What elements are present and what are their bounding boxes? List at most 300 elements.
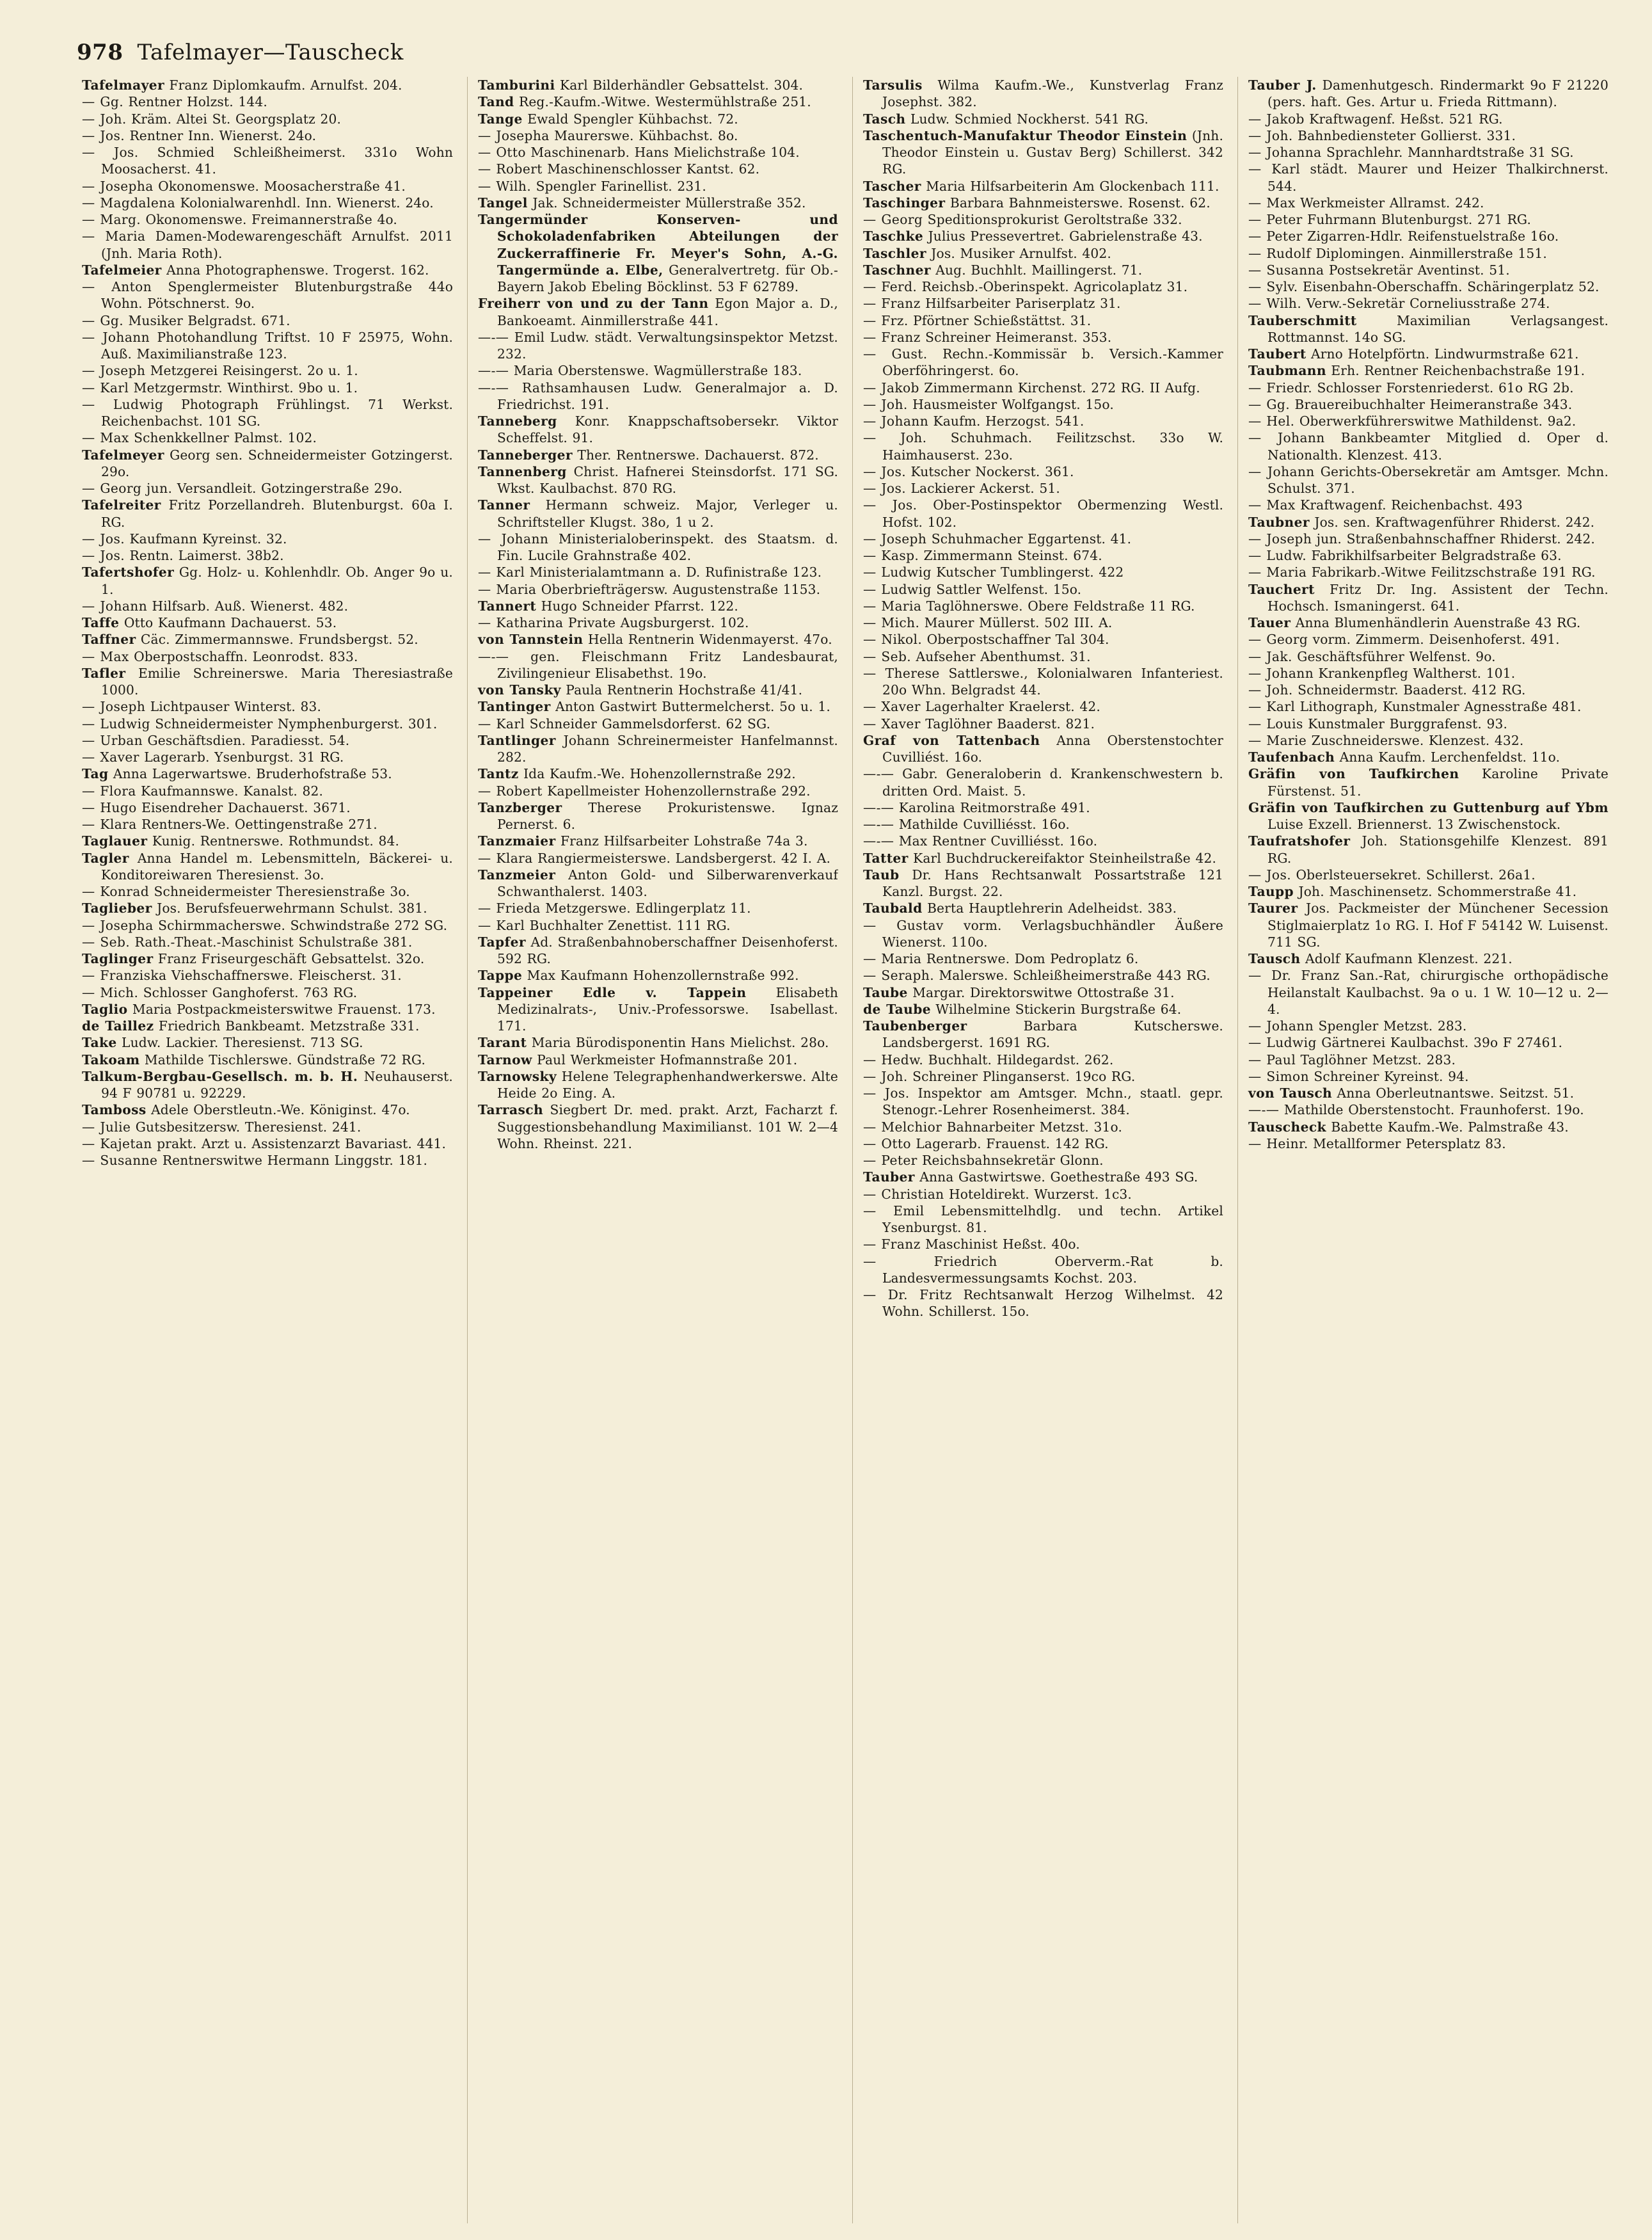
entry-name: — Georg jun. xyxy=(82,481,173,496)
directory-entry xyxy=(863,396,1223,413)
entry-name: von Tannstein xyxy=(478,632,584,648)
entry-name: — Karl xyxy=(82,380,129,396)
entry-name: — Maria xyxy=(82,228,146,244)
directory-entry xyxy=(863,1286,1223,1320)
directory-entry xyxy=(82,178,453,195)
entry-name: — Julie xyxy=(82,1119,131,1135)
directory-entry xyxy=(1248,77,1608,111)
directory-entry xyxy=(1248,833,1608,867)
entry-details: Mathilde Tischlerswe. Gündstraße 72 RG. xyxy=(144,1052,426,1068)
directory-entry xyxy=(1248,682,1608,698)
entry-name: — Jos. xyxy=(863,481,907,496)
directory-entry xyxy=(1248,631,1608,648)
directory-entry xyxy=(1248,262,1608,278)
directory-entry xyxy=(478,211,838,295)
entry-details: Aufseher Abenthumst. 31. xyxy=(916,648,1091,664)
directory-entry xyxy=(1248,1034,1608,1051)
entry-details: Rentner Inn. Wienerst. 24o. xyxy=(129,127,317,143)
entry-details: Photograph Frühlingst. 71 Werkst. Reichenbachst. 101 SG. xyxy=(101,396,453,429)
entry-name: — Karl xyxy=(478,564,525,580)
entry-details: Hermann schweiz. Major, Verleger u. Schriftsteller Klugst. 38o, 1 u 2. xyxy=(497,497,838,530)
directory-entry xyxy=(82,799,453,816)
directory-entry xyxy=(82,1001,453,1018)
directory-entry xyxy=(478,447,838,463)
entry-name: — Joh. xyxy=(1248,682,1293,698)
entry-name: — Marg. xyxy=(82,212,141,227)
directory-entry xyxy=(863,765,1223,799)
directory-entry xyxy=(82,396,453,430)
entry-name: — Maria xyxy=(863,598,922,614)
entry-details: Oberlsteuersekret. Schillerst. 26a1. xyxy=(1296,867,1536,883)
directory-entry xyxy=(1248,497,1608,513)
entry-details: Anna Lagerwartswe. Bruderhofstraße 53. xyxy=(113,766,392,782)
directory-entry xyxy=(863,950,1223,967)
directory-entry xyxy=(478,497,838,531)
entry-details: Margar. Direktorswitwe Ottostraße 31. xyxy=(912,984,1175,1000)
directory-entry xyxy=(478,648,838,682)
entry-details: Fritz Landesbaurat, Zivilingenieur Elisabethst. 19o. xyxy=(497,648,838,681)
entry-details: Maurer Müllerst. 502 III. A. xyxy=(924,615,1113,630)
entry-details: Zimmermann Kirchenst. 272 RG. II Aufg. xyxy=(924,380,1200,396)
entry-name: Tafertshofer xyxy=(82,564,175,580)
directory-entry xyxy=(1248,346,1608,362)
directory-entry xyxy=(863,346,1223,380)
entry-name: Tand xyxy=(478,94,514,110)
entry-details: Sattlerswe., Kolonialwaren Infanteriest. 20o Whn. Belgradst 44. xyxy=(882,665,1223,698)
entry-name: Tauer xyxy=(1248,615,1291,630)
entry-details: Rentnerswitwe Hermann Linggstr. 181. xyxy=(162,1153,428,1168)
entry-name: — Johann xyxy=(863,413,929,429)
entry-name: — Sylv. xyxy=(1248,279,1298,294)
entry-name: — Therese xyxy=(863,665,940,681)
entry-name: — Gg. xyxy=(82,312,124,328)
entry-name: — Dr. xyxy=(1248,968,1292,984)
directory-entry xyxy=(863,581,1223,598)
directory-entry xyxy=(478,329,838,363)
entry-name: — Anton xyxy=(82,279,152,294)
directory-entry xyxy=(82,262,453,278)
entry-details: Hilfsarbeiter Pariserplatz 31. xyxy=(925,296,1121,312)
entry-details: Metzgermstr. Winthirst. 9bo u. 1. xyxy=(133,380,358,396)
entry-name: — Joseph xyxy=(82,699,146,715)
entry-details: Schuhmach. Feilitzschst. 33o W. Haimhauserst. 23o. xyxy=(882,430,1223,463)
directory-entry xyxy=(1248,380,1608,396)
entry-details: vorm. Zimmerm. Deisenhoferst. 491. xyxy=(1312,632,1560,648)
entry-name: Tauberschmitt xyxy=(1248,312,1357,328)
column-1 xyxy=(82,77,453,2223)
entry-details: Inspektor am Amtsger. Mchn., staatl. gepr. Stenogr.-Lehrer Rosenheimerst. 384. xyxy=(882,1085,1223,1118)
entry-name: — Ludwig xyxy=(863,581,932,597)
entry-name: Tasch xyxy=(863,111,906,127)
entry-name: — Xaver xyxy=(82,749,139,765)
entry-name: — Jak. xyxy=(1248,648,1292,664)
directory-entry xyxy=(82,278,453,312)
entry-details: Lebensmittelhdlg. und techn. Artikel Ysenburgst. 81. xyxy=(882,1203,1223,1235)
directory-entry xyxy=(863,531,1223,547)
directory-entry xyxy=(82,93,453,110)
entry-details: Rath.-Theat.-Maschinist Schulstraße 381. xyxy=(134,934,413,950)
directory-entry xyxy=(863,1169,1223,1185)
entry-name: — Jos. xyxy=(863,463,907,479)
entry-name: —-— Rathsamhausen xyxy=(478,380,630,396)
entry-details: Anna Handel m. Lebensmitteln, Bäckerei- u. Konditoreiwaren Theresienst. 3o. xyxy=(101,850,453,883)
directory-entry xyxy=(82,631,453,648)
entry-details: Buchhalt. Hildegardst. 262. xyxy=(928,1052,1114,1068)
directory-entry xyxy=(1248,564,1608,580)
entry-name: Taschler xyxy=(863,245,926,261)
entry-name: —-— xyxy=(478,363,509,379)
directory-entry xyxy=(863,463,1223,480)
entry-details: Ministerialamtmann a. D. Rufinistraße 123. xyxy=(529,564,822,580)
directory-entry xyxy=(478,732,838,766)
entry-details: Kutscher Tumblingerst. 422 xyxy=(936,564,1124,580)
directory-entry xyxy=(478,564,838,580)
entry-name: — Wilh. xyxy=(1248,296,1302,312)
entry-name: — Nikol. xyxy=(863,632,923,648)
directory-entry xyxy=(478,598,838,614)
entry-details: Paul Werkmeister Hofmannstraße 201. xyxy=(537,1052,798,1068)
directory-entry xyxy=(863,917,1223,951)
entry-name: Taubmann xyxy=(1248,363,1326,379)
directory-entry xyxy=(82,531,453,547)
entry-name: Taglieber xyxy=(82,900,152,916)
directory-entry xyxy=(82,144,453,178)
entry-details: Taglöhner Baaderst. 821. xyxy=(925,716,1095,732)
entry-details: Mathilde Oberstenstocht. Fraunhoferst. 19o. xyxy=(1283,1102,1584,1118)
page-number: 978 xyxy=(77,40,123,65)
entry-name: Tamboss xyxy=(82,1102,147,1118)
directory-entry xyxy=(82,77,453,93)
entry-name: de Taube xyxy=(863,1001,931,1017)
entry-name: Freiherr von und zu der Tann xyxy=(478,296,709,312)
directory-entry xyxy=(863,564,1223,580)
entry-details: Anna Kaufm. Lerchenfeldst. 11o. xyxy=(1339,749,1561,765)
column-4 xyxy=(1237,77,1608,2223)
entry-details: Postsekretär Aventinst. 51. xyxy=(1328,262,1510,278)
entry-details: Maximilian Verlagsangest. Rottmannst. 14o SG. xyxy=(1267,312,1608,345)
directory-entry xyxy=(478,1052,838,1068)
entry-name: Tagler xyxy=(82,850,129,866)
directory-entry xyxy=(1248,732,1608,749)
entry-name: Tappeiner Edle v. Tappein xyxy=(478,984,747,1000)
entry-details: Anna Gastwirtswe. Goethestraße 493 SG. xyxy=(919,1169,1198,1185)
entry-name: — Simon xyxy=(1248,1068,1309,1084)
entry-details: Emilie Schreinerswe. Maria Theresiastraße 1000. xyxy=(101,665,453,698)
entry-name: Tamburini xyxy=(478,77,555,93)
entry-details: Schneidermstr. Baaderst. 412 RG. xyxy=(1298,682,1526,698)
entry-details: Babette Kaufm.-We. Palmstraße 43. xyxy=(1331,1119,1569,1135)
directory-entry xyxy=(82,765,453,782)
directory-entry xyxy=(863,648,1223,665)
entry-name: — Frieda xyxy=(478,900,541,916)
entry-name: — Johann xyxy=(82,329,150,345)
entry-name: — Maria xyxy=(478,581,537,597)
entry-name: — Jos. xyxy=(82,548,125,563)
entry-details: Ober-Postinspektor Obermenzing Westl. Hofst. 102. xyxy=(882,497,1223,530)
entry-details: Metallformer Petersplatz 83. xyxy=(1313,1135,1506,1151)
entry-name: Tangel xyxy=(478,195,528,211)
entry-name: — Wilh. xyxy=(478,178,532,194)
directory-entry xyxy=(478,833,838,849)
entry-name: — Franz xyxy=(863,1236,921,1252)
directory-entry xyxy=(82,195,453,211)
entry-details: Schreiner Plinganserst. 19co RG. xyxy=(912,1068,1136,1084)
entry-details: Joh. Maschinensetz. Schommerstraße 41. xyxy=(1298,884,1577,899)
directory-entry xyxy=(478,111,838,127)
directory-entry xyxy=(82,749,453,765)
entry-name: — Joseph xyxy=(863,531,927,547)
entry-name: Tanneberg xyxy=(478,413,557,429)
directory-entry xyxy=(863,900,1223,916)
entry-details: Eisenbahn-Oberschaffn. Schäringerplatz 52. xyxy=(1302,279,1600,294)
entry-details: Kräm. Altei St. Georgsplatz 20. xyxy=(131,111,342,127)
entry-details: Jos. Musiker Arnulfst. 402. xyxy=(931,245,1111,261)
entry-details: Anton Gastwirt Buttermelcherst. 5o u. 1. xyxy=(555,699,830,715)
directory-entry xyxy=(478,295,838,329)
entry-name: Taschke xyxy=(863,228,924,244)
entry-name: Taubner xyxy=(1248,514,1310,530)
entry-name: Tanzmaier xyxy=(478,833,556,849)
entry-details: Hausmeister Wolfgangst. 15o. xyxy=(912,396,1114,412)
entry-details: Anton Gold- und Silberwarenverkauf Schwanthalerst. 1403. xyxy=(497,867,838,899)
entry-details: Hoteldirekt. Wurzerst. 1c3. xyxy=(948,1186,1132,1202)
entry-details: Sattler Welfenst. 15o. xyxy=(936,581,1082,597)
entry-details: Kaufmann Kyreinst. 32. xyxy=(129,531,287,547)
entry-name: — Joh. xyxy=(863,396,908,412)
directory-entry xyxy=(863,1068,1223,1085)
directory-entry xyxy=(1248,698,1608,715)
directory-entry xyxy=(1248,1101,1608,1118)
entry-details: Taglöhner Metzst. 283. xyxy=(1300,1052,1456,1068)
directory-entry xyxy=(1248,429,1608,463)
entry-name: Taufenbach xyxy=(1248,749,1335,765)
directory-entry xyxy=(863,1119,1223,1135)
entry-name: — Max xyxy=(1248,497,1296,513)
entry-details: Aug. Buchhlt. Maillingerst. 71. xyxy=(935,262,1143,278)
entry-name: Taffner xyxy=(82,632,136,648)
directory-entry xyxy=(82,547,453,564)
entry-details: Rechtsanwalt Herzog Wilhelmst. 42 Wohn. Schillerst. 15o. xyxy=(882,1287,1223,1320)
entry-name: — Jakob xyxy=(1248,111,1305,127)
entry-name: — Robert xyxy=(478,161,543,177)
directory-entry xyxy=(1248,950,1608,967)
entry-details: Helene Telegraphenhandwerkerswe. Alte Heide 2o Eing. A. xyxy=(497,1068,838,1101)
directory-entry xyxy=(1248,413,1608,429)
entry-details: Oberverm.-Rat b. Landesvermessungsamts Kochst. 203. xyxy=(882,1253,1223,1286)
directory-entry xyxy=(478,867,838,900)
directory-entry xyxy=(478,614,838,631)
entry-details: Rentn. Laimerst. 38b2. xyxy=(129,548,284,563)
entry-name: Tausch xyxy=(1248,951,1301,966)
entry-details: Bahnbediensteter Gollierst. 331. xyxy=(1298,127,1516,143)
entry-details: Julius Pressevertret. Gabrielenstraße 43. xyxy=(928,228,1203,244)
entry-name: Graf von Tattenbach xyxy=(863,732,1040,748)
entry-details: Musiker Belgradst. 671. xyxy=(128,312,290,328)
entry-details: Karl Bilderhändler Gebsattelst. 304. xyxy=(560,77,804,93)
directory-entry xyxy=(1248,547,1608,564)
entry-name: Tanzberger xyxy=(478,799,562,815)
directory-entry xyxy=(863,211,1223,228)
entry-name: — Xaver xyxy=(863,699,921,715)
entry-name: Tantz xyxy=(478,766,519,782)
entry-details: Kaufmannswe. Kanalst. 82. xyxy=(141,783,324,799)
entry-details: Diplomingen. Ainmillerstraße 151. xyxy=(1315,245,1547,261)
entry-details: Karoline Private Fürstenst. 51. xyxy=(1267,766,1608,799)
entry-details: Zimmermann Steinst. 674. xyxy=(923,548,1102,563)
entry-details: jun. Straßenbahnschaffner Rhiderst. 242. xyxy=(1316,531,1595,547)
entry-details: Damenhutgesch. Rindermarkt 9o F 21220 (pers. haft. Ges. Artur u. Frieda Rittmann). xyxy=(1267,77,1608,110)
entry-details: Ida Kaufm.-We. Hohenzollernstraße 292. xyxy=(523,766,796,782)
directory-entry xyxy=(1248,144,1608,161)
directory-entry xyxy=(478,413,838,447)
directory-entry xyxy=(1248,463,1608,497)
directory-entry xyxy=(478,195,838,211)
directory-entry xyxy=(1248,1018,1608,1034)
entry-name: — Joh. xyxy=(82,111,127,127)
entry-details: Anna Oberleutnantswe. Seitzst. 51. xyxy=(1337,1085,1575,1101)
entry-details: Lackierer Ackerst. 51. xyxy=(910,481,1060,496)
entry-name: Taubert xyxy=(1248,346,1307,362)
directory-entry xyxy=(82,614,453,631)
entry-name: Tannert xyxy=(478,598,537,614)
directory-entry xyxy=(1248,581,1608,615)
entry-name: Taupp xyxy=(1248,884,1294,899)
entry-name: Taglio xyxy=(82,1001,128,1017)
entry-name: — Hel. xyxy=(1248,413,1295,429)
entry-name: — Kajetan xyxy=(82,1135,152,1151)
entry-name: Tafelreiter xyxy=(82,497,161,513)
entry-name: Taschinger xyxy=(863,195,946,211)
directory-entry xyxy=(1248,245,1608,262)
entry-details: Viehschaffnerswe. Fleischerst. 31. xyxy=(171,968,402,984)
entry-name: Tafler xyxy=(82,665,126,681)
entry-details: Emil Ludw. städt. Verwaltungsinspektor Metzst. 232. xyxy=(497,329,838,362)
entry-details: Hilfsarb. Auß. Wienerst. 482. xyxy=(152,598,349,614)
directory-entry xyxy=(863,614,1223,631)
directory-entry xyxy=(863,329,1223,346)
entry-details: Fuhrmann Blutenburgst. 271 RG. xyxy=(1307,212,1532,227)
entry-details: Kraftwagenf. Heßst. 521 RG. xyxy=(1309,111,1503,127)
entry-name: — Jos. xyxy=(82,127,125,143)
column-2 xyxy=(467,77,838,2223)
directory-entry xyxy=(863,278,1223,295)
directory-entry xyxy=(82,732,453,749)
entry-name: Tauchert xyxy=(1248,581,1315,597)
entry-name: Tantlinger xyxy=(478,732,556,748)
entry-name: — Johann xyxy=(1248,1018,1314,1034)
entry-name: Gräfin von Taufkirchen zu Guttenburg auf Ybm xyxy=(1248,799,1608,815)
entry-name: Tarnow xyxy=(478,1052,532,1068)
entry-name: — Karl xyxy=(478,917,525,933)
entry-name: Talkum-Bergbau-Gesellsch. m. b. H. xyxy=(82,1068,358,1084)
entry-details: Karl Buchdruckereifaktor Steinheilstraße 42. xyxy=(913,850,1217,866)
entry-details: Malerswe. Schleißheimerstraße 443 RG. xyxy=(939,968,1211,984)
entry-details: Gerichts-Obersekretär am Amtsger. Mchn. Schulst. 371. xyxy=(1267,463,1608,496)
directory-entry xyxy=(863,850,1223,867)
entry-name: — Robert xyxy=(478,783,543,799)
entry-name: — Josepha xyxy=(82,178,154,194)
entry-details: Joh. Stationsgehilfe Klenzest. 891 RG. xyxy=(1267,833,1608,866)
entry-name: — Friedr. xyxy=(1248,380,1313,396)
entry-name: — Dr. Fritz xyxy=(863,1287,952,1302)
entry-name: Taube xyxy=(863,984,908,1000)
directory-entry xyxy=(863,698,1223,715)
entry-name: — Ludw. xyxy=(1248,548,1307,563)
entry-details: Bankbeamter Mitglied d. Oper d. Nationalth. Klenzest. 413. xyxy=(1267,430,1608,463)
directory-entry xyxy=(478,380,838,413)
directory-entry xyxy=(478,127,838,144)
entry-name: — Johann xyxy=(1248,430,1325,446)
directory-entry xyxy=(82,329,453,363)
entry-name: Taglauer xyxy=(82,833,148,849)
entry-name: Taubald xyxy=(863,900,923,916)
entry-details: Friedrich Bankbeamt. Metzstraße 331. xyxy=(158,1018,420,1034)
entry-details: Fritz Dr. Ing. Assistent der Techn. Hochsch. Ismaningerst. 641. xyxy=(1267,581,1608,614)
directory-entry xyxy=(863,127,1223,178)
directory-entry xyxy=(1248,211,1608,228)
entry-name: — Karl xyxy=(1248,699,1296,715)
entry-name: Taschentuch-Manufaktur Theodor Einstein xyxy=(863,127,1187,143)
entry-details: Oberbriefträgersw. Augustenstraße 1153. xyxy=(541,581,821,597)
entry-name: — Klara xyxy=(82,817,137,832)
entry-name: Tanneberger xyxy=(478,447,573,463)
entry-details: Dr. Hans Rechtsanwalt Possartstraße 121 Kanzl. Burgst. 22. xyxy=(882,867,1223,899)
entry-name: —-— xyxy=(1248,1102,1280,1118)
directory-entry xyxy=(478,967,838,984)
entry-details: Werkmeister Allramst. 242. xyxy=(1300,195,1484,211)
directory-entry xyxy=(863,1253,1223,1287)
directory-entry xyxy=(1248,295,1608,312)
directory-entry xyxy=(478,917,838,934)
entry-details: Kraftwagenf. Reichenbachst. 493 xyxy=(1300,497,1523,513)
entry-details: Brauereibuchhalter Heimeranstraße 343. xyxy=(1294,396,1573,412)
entry-details: Maria Bürodisponentin Hans Mielichst. 28o. xyxy=(531,1035,829,1051)
directory-entry xyxy=(82,127,453,144)
column-3 xyxy=(852,77,1223,2223)
directory-entry xyxy=(82,111,453,127)
entry-name: Gräfin von Taufkirchen xyxy=(1248,766,1459,782)
entry-name: — Magdalena xyxy=(82,195,176,211)
entry-details: Maschinenarb. Hans Mielichstraße 104. xyxy=(530,145,800,160)
entry-details: Krankenpfleg Waltherst. 101. xyxy=(1318,665,1516,681)
entry-details: Metzgerei Reisingerst. 2o u. 1. xyxy=(150,363,358,379)
directory-entry xyxy=(1248,867,1608,883)
entry-name: — Max xyxy=(82,648,129,664)
entry-name: Tafelmeyer xyxy=(82,447,164,463)
entry-details: Metzgerswe. Edlingerplatz 11. xyxy=(545,900,751,916)
entry-details: Buchhalter Zenettist. 111 RG. xyxy=(529,917,731,933)
entry-details: Maschinist Heßst. 40o. xyxy=(925,1236,1080,1252)
directory-entry xyxy=(82,967,453,984)
entry-details: Damen-Modewarengeschäft Arnulfst. 2011 (Jnh. Maria Roth). xyxy=(101,228,453,261)
entry-details: Barbara Bahnmeisterswe. Rosenst. 62. xyxy=(949,195,1211,211)
entry-details: Schuhmacher Eggartenst. 41. xyxy=(931,531,1132,547)
entry-details: prakt. Arzt u. Assistenzarzt Bavariast. 441. xyxy=(157,1135,447,1151)
entry-name: — Josepha xyxy=(82,917,154,933)
entry-details: Geschäftsdien. Paradiesst. 54. xyxy=(147,732,350,748)
directory-entry xyxy=(82,211,453,228)
entry-details: Anna Blumenhändlerin Auenstraße 43 RG. xyxy=(1295,615,1581,630)
directory-entry xyxy=(863,867,1223,900)
directory-entry xyxy=(82,648,453,665)
entry-name: — Johann xyxy=(82,598,148,614)
entry-details: Pförtner Schießstättst. 31. xyxy=(913,312,1092,328)
entry-details: Gg. Holz- u. Kohlenhdlr. Ob. Anger 9o u. 1. xyxy=(101,564,453,597)
entry-name: — Mich. xyxy=(82,984,139,1000)
entry-details: Lagerarb. Ysenburgst. 31 RG. xyxy=(144,749,344,765)
directory-entry xyxy=(478,799,838,833)
entry-name: — Seb. xyxy=(863,648,912,664)
